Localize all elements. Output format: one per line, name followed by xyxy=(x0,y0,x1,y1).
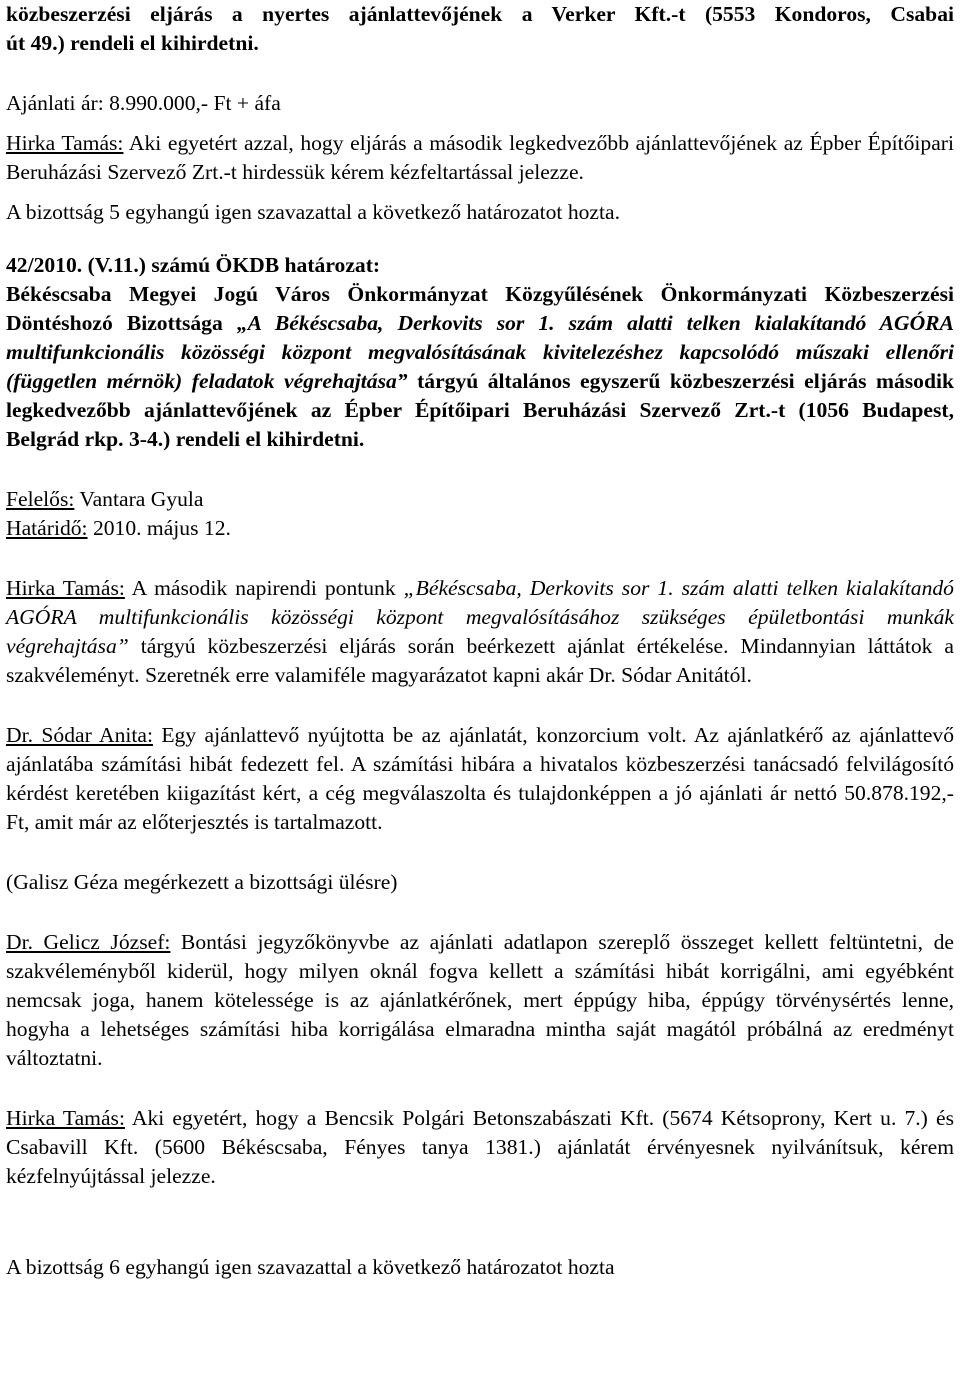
responsible-line xyxy=(6,485,954,514)
arrival-note: (Galisz Géza megérkezett a bizottsági ülésre) xyxy=(6,870,398,894)
spacer xyxy=(6,118,954,129)
speech-text-b: tárgyú közbeszerzési eljárás során beérkezett ajánlat értékelése. Mindannyian láttátok a szakvéleményt. Szeretnék erre valamiféle magyarázatot kapni akár Dr. Sódar Anitától. xyxy=(6,634,954,687)
spacer xyxy=(6,187,954,198)
spacer xyxy=(6,897,954,928)
speaker-name: Dr. Gelicz József: xyxy=(6,930,171,954)
offer-price: Ajánlati ár: 8.990.000,- Ft + áfa xyxy=(6,91,281,115)
speaker-name: Dr. Sódar Anita: xyxy=(6,723,153,747)
resolution-body-b: tárgyú általános egyszerű közbeszerzési eljárás második legkedvezőbb ajánlattevőjének az Épber Építőipari Beruházási Szervező Zrt.-t (1056 Budapest, Belgrád rkp. 3-4.) rendeli el kihirdetni. xyxy=(6,369,954,451)
deadline-value: 2010. május 12. xyxy=(87,516,231,540)
spacer xyxy=(6,1222,954,1253)
vote-result-1: A bizottság 5 egyhangú igen szavazattal a következő határozatot hozta. xyxy=(6,200,620,224)
paragraph-gelicz xyxy=(6,928,954,1073)
spacer xyxy=(6,543,954,574)
paragraph-p1-line2: út 49.) rendeli el kihirdetni. xyxy=(6,31,259,55)
resolution-body-a: Békéscsaba Megyei Jogú Város Önkormányzat Közgyűlésének Önkormányzati Közbeszerzési Döntéshozó Bizottsága xyxy=(6,282,954,335)
spacer xyxy=(6,227,954,251)
spacer xyxy=(6,58,954,89)
speech-text: Aki egyetért azzal, hogy eljárás a második legkedvezőbb ajánlattevőjének az Épber Építőipari Beruházási Szervező Zrt.-t hirdessük kérem kézfeltartással jelezze. xyxy=(6,131,954,184)
paragraph-sodar xyxy=(6,721,954,837)
speech-text-a: A második napirendi pontunk xyxy=(124,576,404,600)
resolution-body xyxy=(6,280,954,454)
paragraph-hirka-3 xyxy=(6,1104,954,1191)
speech-text: Bontási jegyzőkönyvbe az ajánlati adatlapon szereplő összeget kellett feltüntetni, de szakvéleményből kiderül, hogy milyen oknál fogva kellett a számítási hibát korrigálni, ami egyébként nemcsak joga, hanem kötelessége is az ajánlatkérőnek, mert éppúgy hiba, éppúgy törvénysértés lenne, hogyha a lehetséges számítási hiba korrigálása elmaradna mintha saját magától próbálná az eredményt változtatni. xyxy=(6,930,954,1070)
spacer xyxy=(6,837,954,868)
spacer xyxy=(6,454,954,485)
speech-text: Aki egyetért, hogy a Bencsik Polgári Betonszabászati Kft. (5674 Kétsoprony, Kert u. 7.) és Csabavill Kft. (5600 Békéscsaba, Fényes tanya 1381.) ajánlatát érvényesnek nyilvánítsuk, kérem kézfelnyújtással jelezze. xyxy=(6,1106,954,1188)
vote-result-2: A bizottság 6 egyhangú igen szavazattal a következő határozatot hozta xyxy=(6,1255,615,1279)
paragraph-hirka-2 xyxy=(6,574,954,690)
resolution-subject: „A Békéscsaba, Derkovits sor 1. szám alatti telken kialakítandó AGÓRA multifunkcionális közösségi központ megvalósításának kivitelezéshez kapcsolódó műszaki ellenőri (független mérnök) feladatok végrehajtása” xyxy=(6,311,954,393)
responsible-value: Vantara Gyula xyxy=(74,487,204,511)
responsible-label: Felelős: xyxy=(6,487,75,511)
speaker-name: Hirka Tamás: xyxy=(6,131,124,155)
deadline-label: Határidő: xyxy=(6,516,88,540)
speaker-name: Hirka Tamás: xyxy=(6,576,125,600)
speaker-name: Hirka Tamás: xyxy=(6,1106,125,1130)
spacer xyxy=(6,1191,954,1222)
paragraph-p1-line1: közbeszerzési eljárás a nyertes ajánlattevőjének a Verker Kft.-t (5553 Kondoros, Csabai xyxy=(6,2,954,26)
paragraph-hirka-1 xyxy=(6,129,954,187)
speech-text: Egy ajánlattevő nyújtotta be az ajánlatát, konzorcium volt. Az ajánlatkérő az ajánlattevő ajánlatába számítási hibát fedezett fel. A számítási hibára a hivatalos közbeszerzési tanácsadó felvilágosító kérdést keretében kiigazítást kért, a cég megválaszolta és tulajdonképpen a jó ajánlati ár nettó 50.878.192,- Ft, amit már az előterjesztés is tartalmazott. xyxy=(6,723,954,834)
deadline-line xyxy=(6,514,954,543)
resolution-number: 42/2010. (V.11.) számú ÖKDB határozat: xyxy=(6,253,381,277)
spacer xyxy=(6,690,954,721)
speech-subject: „Békéscsaba, Derkovits sor 1. szám alatti telken kialakítandó AGÓRA multifunkcionális közösségi központ megvalósításához szükséges épületbontási munkák végrehajtása” xyxy=(6,576,954,658)
spacer xyxy=(6,1073,954,1104)
